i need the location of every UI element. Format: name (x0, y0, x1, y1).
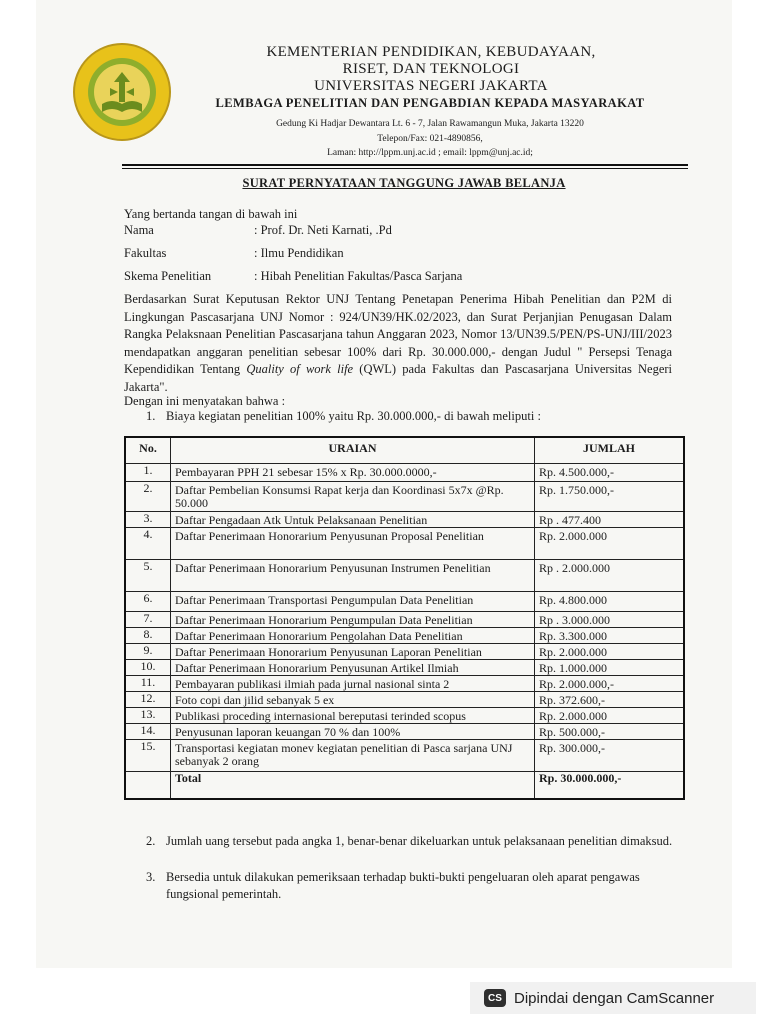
row-description: Publikasi proceding internasional bereputasi terinded scopus (171, 707, 535, 723)
point-3-number: 3. (146, 870, 156, 884)
header-ministry-line1: KEMENTERIAN PENDIDIKAN, KEBUDAYAAN, (266, 44, 596, 60)
table-row (125, 611, 684, 627)
point-1-text: Biaya kegiatan penelitian 100% yaitu Rp. 30.000.000,- di bawah meliputi : (166, 409, 541, 423)
row-description: Daftar Pembelian Konsumsi Rapat kerja dan Koordinasi 5x7x @Rp. 50.000 (171, 481, 535, 511)
camscanner-icon: CS (484, 989, 506, 1007)
row-number: 14. (125, 723, 171, 739)
field-value-skema: : Hibah Penelitian Fakultas/Pasca Sarjana (254, 269, 463, 283)
row-amount: Rp. 372.600,- (535, 691, 685, 707)
row-description: Penyusunan laporan keuangan 70 % dan 100% (171, 723, 535, 739)
point-2-text: Jumlah uang tersebut pada angka 1, benar-benar dikeluarkan untuk pelaksanaan penelitian dimaksud. (166, 834, 673, 848)
field-value-fakultas: : Ilmu Pendidikan (254, 246, 344, 260)
expense-table (124, 436, 685, 800)
row-description: Daftar Penerimaan Honorarium Penyusunan Instrumen Penelitian (171, 559, 535, 591)
row-description: Daftar Penerimaan Honorarium Pengolahan Data Penelitian (171, 627, 535, 643)
header-university: UNIVERSITAS NEGERI JAKARTA (314, 78, 548, 94)
field-label-skema: Skema Penelitian (124, 269, 212, 283)
row-amount: Rp. 4.500.000,- (535, 463, 685, 481)
body-text-italic: Quality of work life (246, 362, 354, 376)
table-row (125, 527, 684, 559)
row-description: Daftar Penerimaan Honorarium Penyusunan Proposal Penelitian (171, 527, 535, 559)
camscanner-label: Dipindai dengan CamScanner (514, 989, 715, 1007)
row-number: 4. (125, 527, 171, 559)
row-number: 7. (125, 611, 171, 627)
row-amount: Rp . 477.400 (535, 511, 685, 527)
row-amount: Rp. 2.000.000 (535, 707, 685, 723)
table-row (125, 559, 684, 591)
body-text-part1: Berdasarkan Surat Keputusan Rektor UNJ Tentang Penetapan Penerima Hibah Penelitian dan P2M di Lingkungan Pascasarjana UNJ Nomor : 924/UN39/HK.02/2023, dan Surat Perjanjian Penugasan Dalam Rangka Pelaksnaan Penelitian Pascasarjana tahun Anggaran 2023, Nomor 13/UN39.5/PEN/PS-UNJ/III/2023 mendapatkan anggaran penelitian sebesar 100% dari Rp. 30.000.000,- dengan Judul " Persepsi Tenaga Kependidikan Tentang (124, 292, 672, 376)
row-number: 15. (125, 739, 171, 771)
table-row (125, 591, 684, 611)
row-number: 3. (125, 511, 171, 527)
row-amount: Rp. 1.000.000 (535, 659, 685, 675)
table-row (125, 481, 684, 511)
field-label-nama: Nama (124, 223, 154, 237)
table-row (125, 723, 684, 739)
table-row (125, 511, 684, 527)
row-description: Daftar Pengadaan Atk Untuk Pelaksanaan Penelitian (171, 511, 535, 527)
row-number: 5. (125, 559, 171, 591)
row-amount: Rp. 1.750.000,- (535, 481, 685, 511)
col-header-jumlah: JUMLAH (535, 437, 685, 463)
field-label-fakultas: Fakultas (124, 246, 167, 260)
point-2-number: 2. (146, 834, 156, 848)
row-number: 9. (125, 643, 171, 659)
total-label: Total (171, 771, 535, 799)
university-logo (72, 42, 172, 142)
point-3-text: Bersedia untuk dilakukan pemeriksaan terhadap bukti-bukti pengeluaran oleh aparat pengawas fungsional pemerintah. (166, 870, 640, 901)
header-address: Gedung Ki Hadjar Dewantara Lt. 6 - 7, Jalan Rawamangun Muka, Jakarta 13220 (276, 119, 584, 129)
header-divider-thin (122, 168, 688, 169)
table-row (125, 463, 684, 481)
table-header-row (125, 437, 684, 463)
row-number: 2. (125, 481, 171, 511)
row-amount: Rp. 2.000.000 (535, 527, 685, 559)
row-number: 11. (125, 675, 171, 691)
row-description: Daftar Penerimaan Honorarium Pengumpulan Data Penelitian (171, 611, 535, 627)
field-value-nama: : Prof. Dr. Neti Karnati, .Pd (254, 223, 392, 237)
body-paragraph (124, 291, 672, 396)
statement-intro: Dengan ini menyatakan bahwa : (124, 394, 286, 408)
row-amount: Rp. 500.000,- (535, 723, 685, 739)
row-description: Daftar Penerimaan Transportasi Pengumpulan Data Penelitian (171, 591, 535, 611)
table-row (125, 643, 684, 659)
col-header-no: No. (125, 437, 171, 463)
body-text-part2: (QWL) pada Fakultas dan Pascasarjana Universitas Negeri Jakarta". (124, 362, 672, 394)
row-amount: Rp . 3.000.000 (535, 611, 685, 627)
row-number: 1. (125, 463, 171, 481)
header-website-email: Laman: http://lppm.unj.ac.id ; email: lppm@unj.ac.id; (327, 148, 533, 158)
total-amount: Rp. 30.000.000,- (535, 771, 685, 799)
camscanner-watermark (470, 982, 756, 1014)
row-number: 8. (125, 627, 171, 643)
row-amount: Rp. 300.000,- (535, 739, 685, 771)
row-description: Daftar Penerimaan Honorarium Penyusunan Artikel Ilmiah (171, 659, 535, 675)
intro-text: Yang bertanda tangan di bawah ini (124, 207, 298, 221)
row-number: 6. (125, 591, 171, 611)
row-amount: Rp. 3.300.000 (535, 627, 685, 643)
row-description: Foto copi dan jilid sebanyak 5 ex (171, 691, 535, 707)
table-row (125, 659, 684, 675)
total-number-cell (125, 771, 171, 799)
row-description: Pembayaran publikasi ilmiah pada jurnal nasional sinta 2 (171, 675, 535, 691)
table-row (125, 739, 684, 771)
row-amount: Rp. 2.000.000,- (535, 675, 685, 691)
point-1-number: 1. (146, 409, 156, 423)
row-amount: Rp . 2.000.000 (535, 559, 685, 591)
table-row (125, 675, 684, 691)
header-divider (122, 164, 688, 166)
col-header-uraian: URAIAN (171, 437, 535, 463)
row-number: 13. (125, 707, 171, 723)
table-total-row (125, 771, 684, 799)
row-description: Pembayaran PPH 21 sebesar 15% x Rp. 30.000.0000,- (171, 463, 535, 481)
header-ministry-line2: RISET, DAN TEKNOLOGI (342, 61, 520, 77)
row-number: 10. (125, 659, 171, 675)
table-row (125, 691, 684, 707)
header-institute: LEMBAGA PENELITIAN DAN PENGABDIAN KEPADA MASYARAKAT (215, 96, 645, 110)
row-number: 12. (125, 691, 171, 707)
table-row (125, 627, 684, 643)
row-description: Transportasi kegiatan monev kegiatan penelitian di Pasca sarjana UNJ sebanyak 2 orang (171, 739, 535, 771)
row-amount: Rp. 4.800.000 (535, 591, 685, 611)
table-row (125, 707, 684, 723)
row-amount: Rp. 2.000.000 (535, 643, 685, 659)
row-description: Daftar Penerimaan Honorarium Penyusunan Laporan Penelitian (171, 643, 535, 659)
header-phone: Telepon/Fax: 021-4890856, (377, 134, 483, 144)
document-title: SURAT PERNYATAAN TANGGUNG JAWAB BELANJA (242, 176, 566, 190)
